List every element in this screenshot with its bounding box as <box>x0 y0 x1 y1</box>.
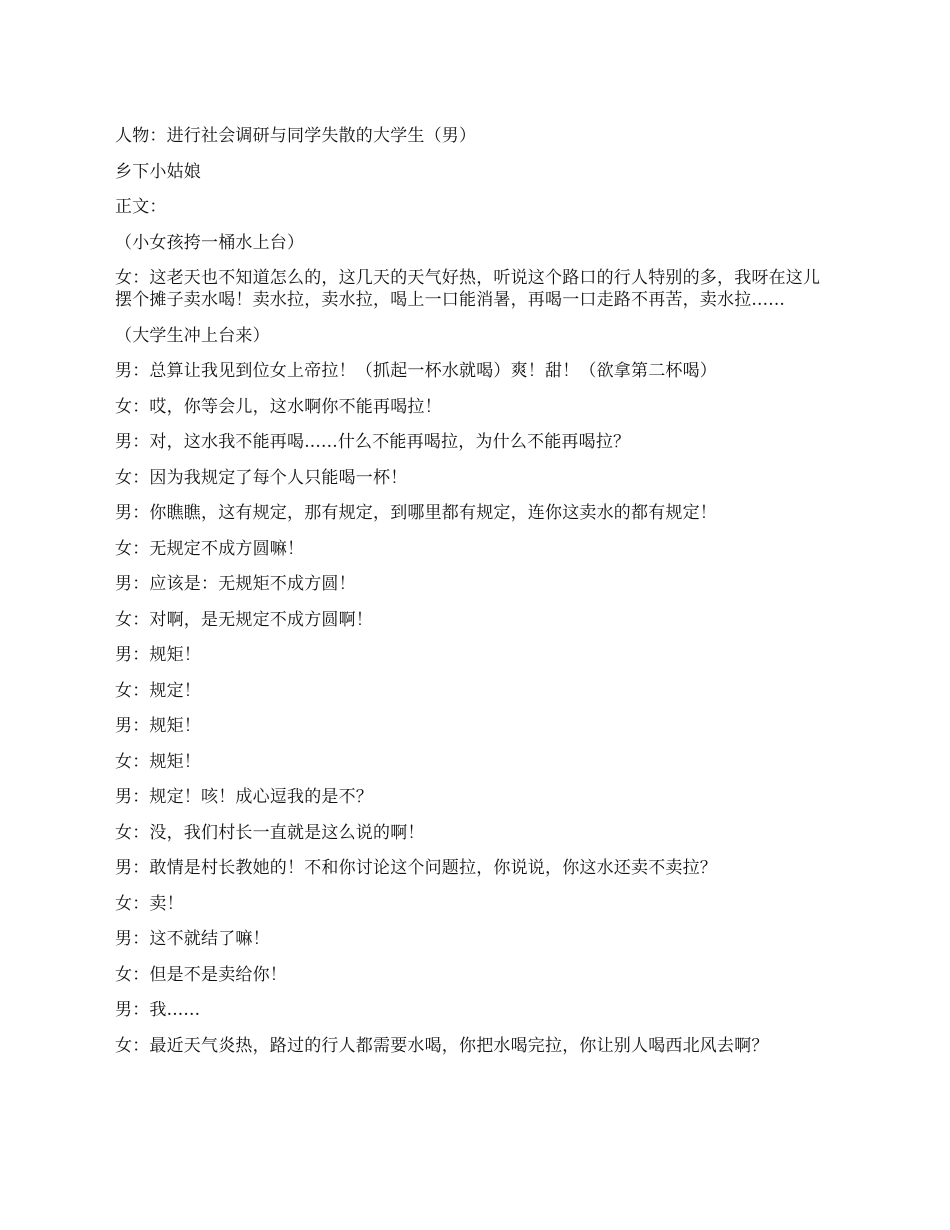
paragraph-characters: 人物：进行社会调研与同学失散的大学生（男） <box>115 126 477 146</box>
paragraph-dialogue: 女：最近天气炎热，路过的行人都需要水喝，你把水喝完拉，你让别人喝西北风去啊？ <box>115 1035 769 1056</box>
paragraph-dialogue: 女：规定！ <box>115 680 201 701</box>
paragraph-dialogue: 女：哎，你等会儿，这水啊你不能再喝拉！ <box>115 396 442 417</box>
paragraph-dialogue: 男：对，这水我不能再喝......什么不能再喝拉，为什么不能再喝拉？ <box>115 432 631 452</box>
paragraph-dialogue: 女：对啊，是无规定不成方圆啊！ <box>115 609 373 630</box>
paragraph-dialogue: 女：但是不是卖给你！ <box>115 964 287 985</box>
paragraph-dialogue: 男：这不就结了嘛！ <box>115 929 270 949</box>
paragraph-dialogue: 男：规定！咳！成心逗我的是不？ <box>115 787 373 807</box>
paragraph-stage-direction: （大学生冲上台来） <box>115 325 270 346</box>
paragraph-dialogue: 男：我...... <box>115 1000 201 1020</box>
paragraph-dialogue: 男：你瞧瞧，这有规定，那有规定，到哪里都有规定，连你这卖水的都有规定！ <box>115 503 717 523</box>
document-body <box>115 125 835 1070</box>
paragraph-dialogue: 女：因为我规定了每个人只能喝一杯！ <box>115 467 408 488</box>
paragraph-dialogue: 男：规矩！ <box>115 645 201 665</box>
paragraph-character-girl: 乡下小姑娘 <box>115 161 201 182</box>
paragraph-dialogue: 男：规矩！ <box>115 716 201 736</box>
paragraph-dialogue: 女：这老天也不知道怎么的，这几天的天气好热，听说这个路口的行人特别的多，我呀在这儿摆个摊子卖水喝！卖水拉，卖水拉，喝上一口能消暑，再喝一口走路不再苦，卖水拉...... <box>115 268 821 310</box>
paragraph-dialogue: 男：敢情是村长教她的！不和你讨论这个问题拉，你说说，你这水还卖不卖拉？ <box>115 858 717 878</box>
paragraph-dialogue: 男：应该是：无规矩不成方圆！ <box>115 574 356 594</box>
paragraph-dialogue: 男：总算让我见到位女上帝拉！（抓起一杯水就喝）爽！甜！（欲拿第二杯喝） <box>115 361 717 381</box>
paragraph-main-text-label: 正文： <box>115 197 167 217</box>
paragraph-dialogue: 女：卖！ <box>115 893 184 914</box>
paragraph-dialogue: 女：没，我们村长一直就是这么说的啊！ <box>115 822 425 843</box>
paragraph-dialogue: 女：规矩！ <box>115 751 201 772</box>
paragraph-stage-direction: （小女孩挎一桶水上台） <box>115 232 305 253</box>
paragraph-dialogue: 女：无规定不成方圆嘛！ <box>115 538 305 559</box>
